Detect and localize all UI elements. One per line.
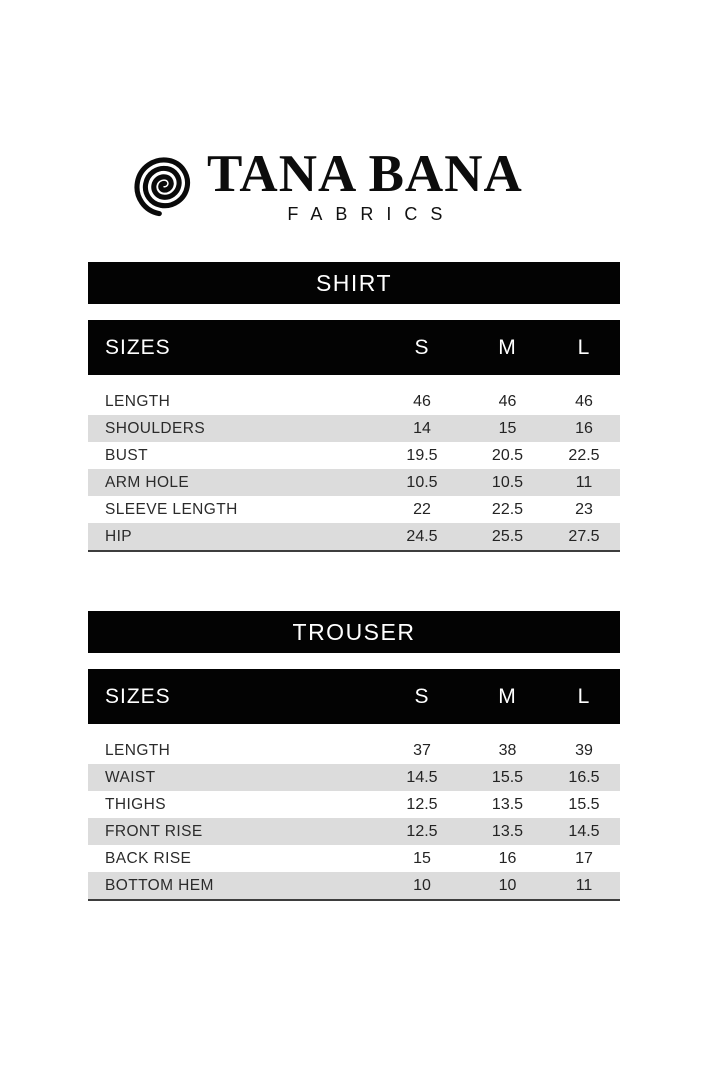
table-row <box>88 469 620 496</box>
row-label: FRONT RISE <box>105 822 203 840</box>
value-m: 25.5 <box>491 527 524 545</box>
value-s: 22 <box>413 500 431 518</box>
shirt-title: SHIRT <box>315 269 393 296</box>
table-row <box>88 737 620 764</box>
row-label: LENGTH <box>105 392 171 410</box>
value-m: 46 <box>498 392 517 410</box>
value-l: 14.5 <box>568 822 600 840</box>
value-l: 23 <box>575 500 593 518</box>
value-l: 22.5 <box>568 446 600 464</box>
sizes-header-label: SIZES <box>105 684 171 708</box>
shirt-title-bar <box>88 262 620 304</box>
brand-text-block <box>207 145 523 225</box>
row-label: SHOULDERS <box>105 419 206 437</box>
value-m: 15.5 <box>491 768 524 786</box>
value-l: 17 <box>575 849 593 867</box>
value-m: 16 <box>498 849 517 867</box>
value-s: 15 <box>413 849 431 867</box>
table-row <box>88 791 620 818</box>
value-m: 15 <box>498 419 517 437</box>
value-s: 10 <box>413 876 431 894</box>
value-m: 13.5 <box>491 795 524 813</box>
value-s: 37 <box>413 741 431 759</box>
brand-subtitle: FABRICS <box>287 204 456 224</box>
shirt-size-chart <box>88 262 620 552</box>
value-l: 16 <box>575 419 593 437</box>
column-header-s: S <box>414 684 430 708</box>
value-m: 13.5 <box>491 822 524 840</box>
value-s: 12.5 <box>406 795 438 813</box>
shirt-rows <box>88 388 620 552</box>
value-m: 10.5 <box>491 473 524 491</box>
column-header-l: L <box>577 335 591 359</box>
table-row <box>88 388 620 415</box>
size-charts <box>88 262 620 901</box>
table-row <box>88 496 620 523</box>
row-label: HIP <box>105 527 133 545</box>
trouser-title-bar <box>88 611 620 653</box>
value-l: 27.5 <box>568 527 600 545</box>
value-s: 10.5 <box>406 473 438 491</box>
brand-name: TANA BANA <box>207 145 523 203</box>
trouser-header-row <box>88 669 620 724</box>
table-row <box>88 872 620 899</box>
value-s: 14.5 <box>406 768 438 786</box>
row-label: ARM HOLE <box>105 473 190 491</box>
row-label: BACK RISE <box>105 849 192 867</box>
value-m: 38 <box>498 741 517 759</box>
trouser-size-chart <box>88 611 620 901</box>
spiral-icon <box>134 156 194 218</box>
value-m: 10 <box>498 876 517 894</box>
row-label: WAIST <box>105 768 156 786</box>
value-s: 19.5 <box>406 446 438 464</box>
value-l: 39 <box>575 741 593 759</box>
trouser-title: TROUSER <box>292 618 416 645</box>
value-s: 46 <box>413 392 431 410</box>
column-header-m: M <box>498 335 517 359</box>
table-row <box>88 415 620 442</box>
column-header-s: S <box>414 335 430 359</box>
brand-logo <box>134 145 720 225</box>
table-row <box>88 818 620 845</box>
column-header-m: M <box>498 684 517 708</box>
value-l: 16.5 <box>568 768 600 786</box>
table-row <box>88 764 620 791</box>
table-row <box>88 523 620 550</box>
value-m: 20.5 <box>491 446 524 464</box>
row-label: BOTTOM HEM <box>105 876 214 894</box>
value-s: 12.5 <box>406 822 438 840</box>
row-label: THIGHS <box>105 795 166 813</box>
shirt-header-row <box>88 320 620 375</box>
row-label: LENGTH <box>105 741 171 759</box>
column-header-l: L <box>577 684 591 708</box>
table-row <box>88 845 620 872</box>
value-s: 14 <box>413 419 431 437</box>
value-m: 22.5 <box>491 500 524 518</box>
value-l: 11 <box>575 876 593 894</box>
table-row <box>88 442 620 469</box>
row-label: BUST <box>105 446 148 464</box>
sizes-header-label: SIZES <box>105 335 171 359</box>
value-l: 15.5 <box>568 795 600 813</box>
value-l: 11 <box>575 473 593 491</box>
value-l: 46 <box>575 392 593 410</box>
trouser-rows <box>88 737 620 901</box>
row-label: SLEEVE LENGTH <box>105 500 238 518</box>
value-s: 24.5 <box>406 527 438 545</box>
